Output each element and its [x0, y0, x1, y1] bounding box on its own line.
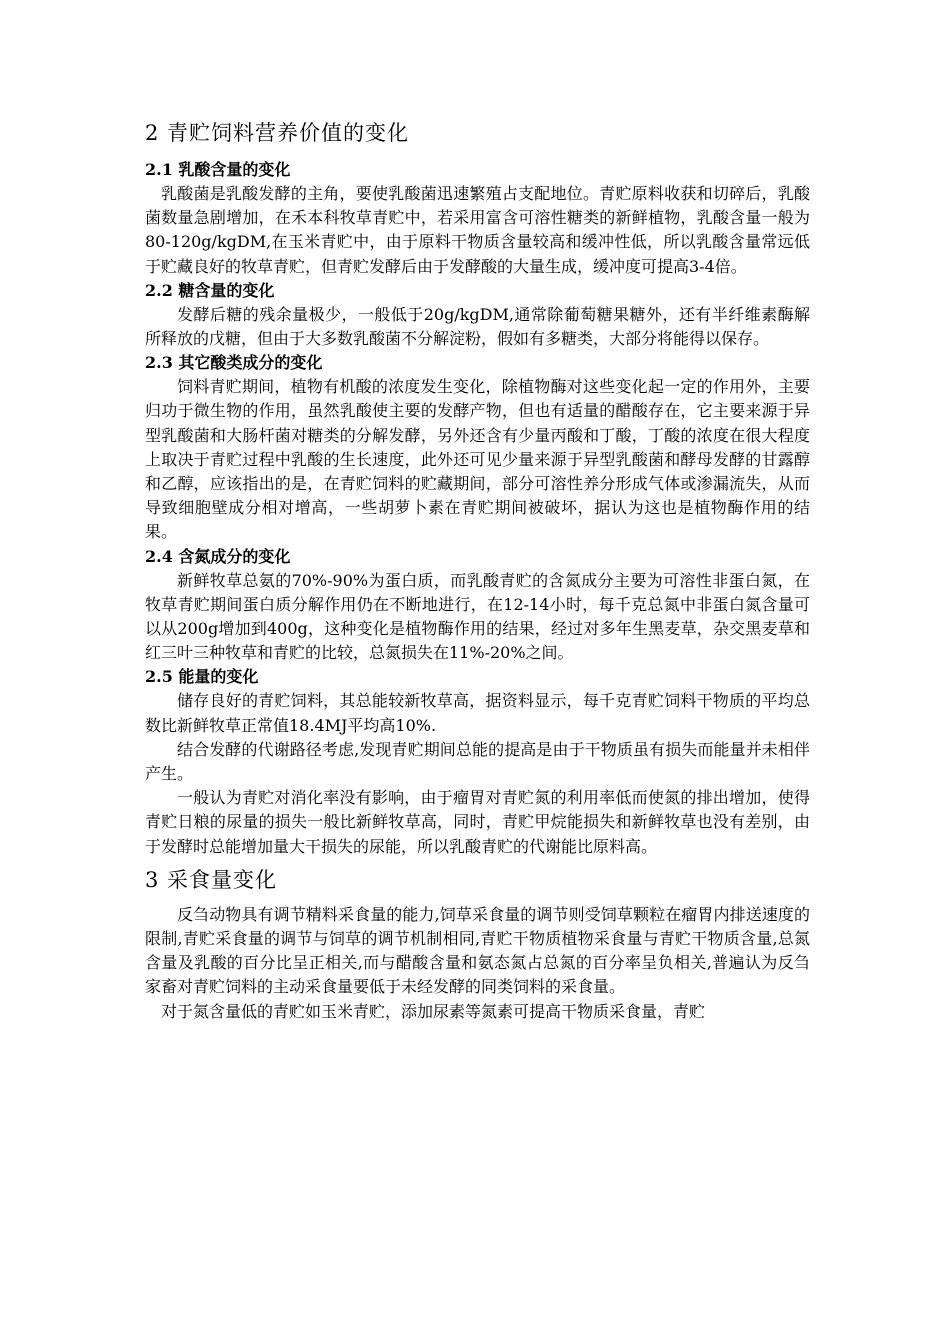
- paragraph-intake-1: 反刍动物具有调节精料采食量的能力,饲草采食量的调节则受饲草颗粒在瘤胃内排送速度的限制,青贮采食量的调节与饲草的调节机制相同,青贮干物质植物采食量与青贮干物质含量,总氮含量及乳酸的百分比呈正相关,而与醋酸含量和氨态氮占总氮的百分率呈负相关,普遍认为反刍家畜对青贮饲料的主动采食量要低于未经发酵的同类饲料的采食量。: [145, 904, 810, 997]
- subsection-2-1-heading: 2.1 乳酸含量的变化: [145, 160, 291, 179]
- section-3-heading: 3 采食量变化: [145, 867, 278, 892]
- paragraph-nitrogen: 新鲜牧草总氨的70%-90%为蛋白质，而乳酸青贮的含氮成分主要为可溶性非蛋白氮，在牧草青贮期间蛋白质分解作用仍在不断地进行，在12-14小时，每千克总氮中非蛋白氮含量可以从200g增加到400g，这种变化是植物酶作用的结果，经过对多年生黑麦草，杂交黑麦草和红三叶三种牧草和青贮的比较，总氮损失在11%-20%之间。: [145, 570, 810, 663]
- paragraph-energy-2: 结合发酵的代谢路径考虑,发现青贮期间总能的提高是由于干物质虽有损失而能量并未相伴产生。: [145, 739, 810, 784]
- section-2-heading: 2 青贮饲料营养价值的变化: [145, 121, 410, 145]
- paragraph-other-acids: 饲料青贮期间，植物有机酸的浓度发生变化，除植物酶对这些变化起一定的作用外，主要归功于微生物的作用，虽然乳酸使主要的发酵产物，但也有适量的醋酸存在，它主要来源于异型乳酸菌和大肠杆菌对糖类的分解发酵，另外还含有少量丙酸和丁酸，丁酸的浓度在很大程度上取决于青贮过程中乳酸的生长速度，此外还可见少量来源于异型乳酸菌和酵母发酵的甘露醇和乙醇，应该指出的是，在青贮饲料的贮藏期间，部分可溶性养分形成气体或渗漏流失，从而导致细胞壁成分相对增高，一些胡萝卜素在青贮期间被破坏，据认为这也是植物酶作用的结果。: [145, 377, 810, 542]
- paragraph-lactic-acid: 乳酸菌是乳酸发酵的主角，要使乳酸菌迅速繁殖占支配地位。青贮原料收获和切碎后，乳酸菌数量急剧增加，在禾本科牧草青贮中，若采用富含可溶性糖类的新鲜植物，乳酸含量一般为80-120g/kgDM,在玉米青贮中，由于原料干物质含量较高和缓冲性低，所以乳酸含量常远低于贮藏良好的牧草青贮，但青贮发酵后由于发酵酸的大量生成，缓冲度可提高3-4倍。: [145, 184, 810, 276]
- document-page: [145, 118, 810, 1024]
- subsection-2-5-heading: 2.5 能量的变化: [145, 667, 259, 687]
- paragraph-intake-2: 对于氮含量低的青贮如玉米青贮，添加尿素等氮素可提高干物质采食量，青贮: [161, 1001, 706, 1021]
- subsection-2-4-heading: 2.4 含氮成分的变化: [145, 546, 291, 566]
- subsection-2-2-heading: 2.2 糖含量的变化: [145, 280, 275, 300]
- subsection-2-3-heading: 2.3 其它酸类成分的变化: [145, 353, 323, 373]
- paragraph-sugar: 发酵后糖的残余量极少，一般低于20g/kgDM,通常除葡萄糖果糖外，还有半纤维素酶解所释放的戊糖，但由于大多数乳酸菌不分解淀粉，假如有多糖类，大部分将能得以保存。: [145, 304, 810, 349]
- paragraph-energy-3: 一般认为青贮对消化率没有影响，由于瘤胃对青贮氮的利用率低而使氮的排出增加，使得青贮日粮的尿量的损失一般比新鲜牧草高，同时，青贮甲烷能损失和新鲜牧草也没有差别，由于发酵时总能增加量大干损失的尿能，所以乳酸青贮的代谢能比原料高。: [145, 788, 810, 856]
- paragraph-energy-1: 储存良好的青贮饲料，其总能较新牧草高，据资料显示，每千克青贮饲料干物质的平均总数比新鲜牧草正常值18.4MJ平均高10%.: [145, 691, 810, 735]
